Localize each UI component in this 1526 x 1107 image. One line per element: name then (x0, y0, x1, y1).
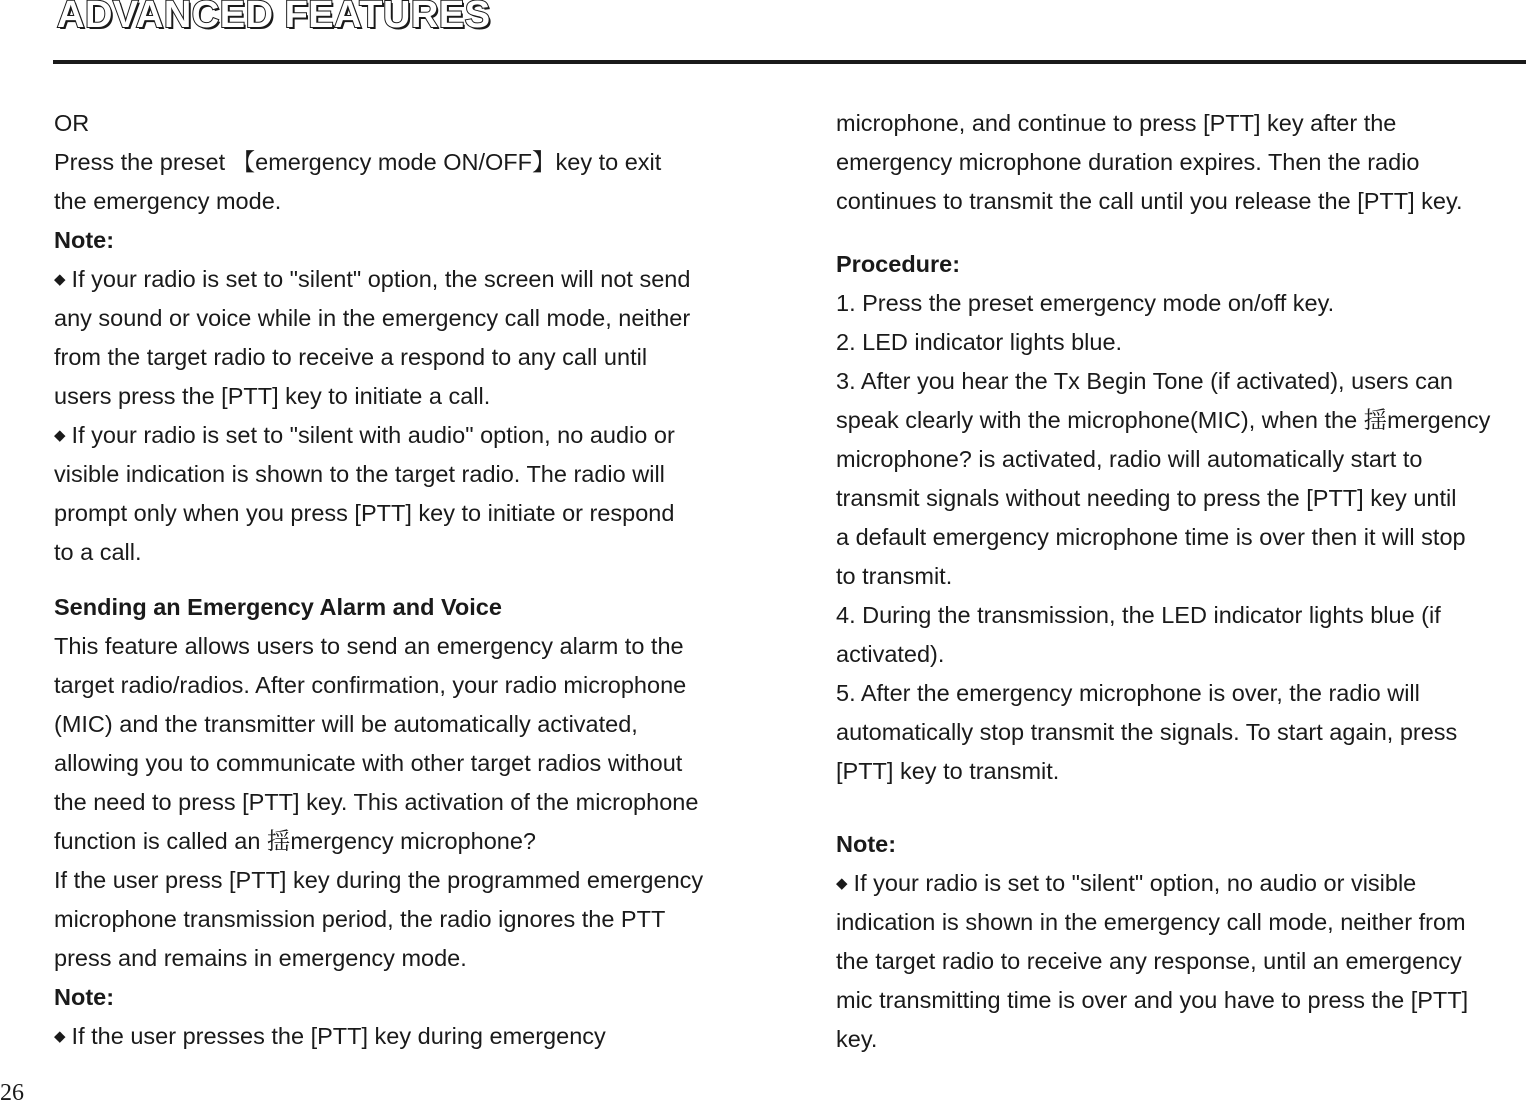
note-text: If your radio is set to "silent" option, the screen will not send (71, 266, 691, 292)
section-text-line: press and remains in emergency mode. (54, 945, 467, 971)
note-bullet-line (54, 416, 754, 455)
procedure-step: 3. After you hear the Tx Begin Tone (if activated), users can (836, 368, 1454, 394)
section-text-line: allowing you to communicate with other target radios without (54, 750, 683, 776)
or-text: OR (54, 110, 90, 136)
note-text: If your radio is set to "silent" option, no audio or visible (853, 870, 1417, 896)
note-text-line: mic transmitting time is over and you have to press the [PTT] (836, 987, 1469, 1013)
procedure-step-line: automatically stop transmit the signals. To start again, press (836, 719, 1458, 745)
note-text: If the user presses the [PTT] key during emergency (71, 1023, 606, 1049)
note-text-line: visible indication is shown to the target radio. The radio will (54, 461, 665, 487)
procedure-step-line: a default emergency microphone time is over then it will stop (836, 524, 1466, 550)
section-text-line: (MIC) and the transmitter will be automatically activated, (54, 711, 638, 737)
procedure-step-line: to transmit. (836, 563, 953, 589)
continued-text-line: emergency microphone duration expires. Then the radio (836, 149, 1420, 175)
note-label: Note: (54, 227, 115, 253)
procedure-step: 5. After the emergency microphone is over, the radio will (836, 680, 1420, 706)
section-text-line: target radio/radios. After confirmation, your radio microphone (54, 672, 687, 698)
diamond-bullet-icon: ◆ (54, 1028, 66, 1045)
note-text-line: any sound or voice while in the emergency call mode, neither (54, 305, 691, 331)
procedure-step-line: activated). (836, 641, 945, 667)
note-text-line: users press the [PTT] key to initiate a call. (54, 383, 491, 409)
note-text-line: to a call. (54, 539, 142, 565)
note-text-line: prompt only when you press [PTT] key to initiate or respond (54, 500, 675, 526)
section-text-line: This feature allows users to send an emergency alarm to the (54, 633, 684, 659)
note-bullet-line (54, 260, 754, 299)
note-text: If your radio is set to "silent with audio" option, no audio or (71, 422, 675, 448)
exit-text-line: Press the preset 【emergency mode ON/OFF】key to exit (54, 149, 662, 175)
exit-text-line: the emergency mode. (54, 188, 282, 214)
page-number: 26 (0, 1080, 24, 1106)
section-text-line: function is called an 揺mergency microphone? (54, 828, 537, 854)
section-text-line: microphone transmission period, the radio ignores the PTT (54, 906, 666, 932)
note-bullet-line (54, 1017, 754, 1056)
procedure-step-line: speak clearly with the microphone(MIC), when the 揺mergency (836, 407, 1491, 433)
note-text-line: from the target radio to receive a respond to any call until (54, 344, 648, 370)
procedure-label: Procedure: (836, 251, 961, 277)
diamond-bullet-icon: ◆ (54, 427, 66, 444)
header-divider (53, 60, 1526, 64)
procedure-step-line: [PTT] key to transmit. (836, 758, 1060, 784)
diamond-bullet-icon: ◆ (836, 875, 848, 892)
page-title: ADVANCED FEATURES (57, 0, 491, 36)
procedure-step-line: microphone? is activated, radio will automatically start to (836, 446, 1423, 472)
note-bullet-line (836, 864, 1526, 903)
procedure-step: 1. Press the preset emergency mode on/off key. (836, 290, 1335, 316)
note-text-line: key. (836, 1026, 878, 1052)
procedure-step: 2. LED indicator lights blue. (836, 329, 1123, 355)
procedure-step: 4. During the transmission, the LED indicator lights blue (if (836, 602, 1441, 628)
note-label: Note: (836, 831, 897, 857)
section-heading: Sending an Emergency Alarm and Voice (54, 594, 502, 620)
note-label: Note: (54, 984, 115, 1010)
note-text-line: the target radio to receive any response, until an emergency (836, 948, 1462, 974)
diamond-bullet-icon: ◆ (54, 271, 66, 288)
procedure-step-line: transmit signals without needing to press the [PTT] key until (836, 485, 1457, 511)
left-column (54, 104, 754, 1056)
note-text-line: indication is shown in the emergency call mode, neither from (836, 909, 1466, 935)
section-text-line: the need to press [PTT] key. This activation of the microphone (54, 789, 699, 815)
continued-text-line: microphone, and continue to press [PTT] key after the (836, 110, 1397, 136)
right-column (836, 104, 1526, 1059)
section-text-line: If the user press [PTT] key during the programmed emergency (54, 867, 704, 893)
continued-text-line: continues to transmit the call until you release the [PTT] key. (836, 188, 1463, 214)
